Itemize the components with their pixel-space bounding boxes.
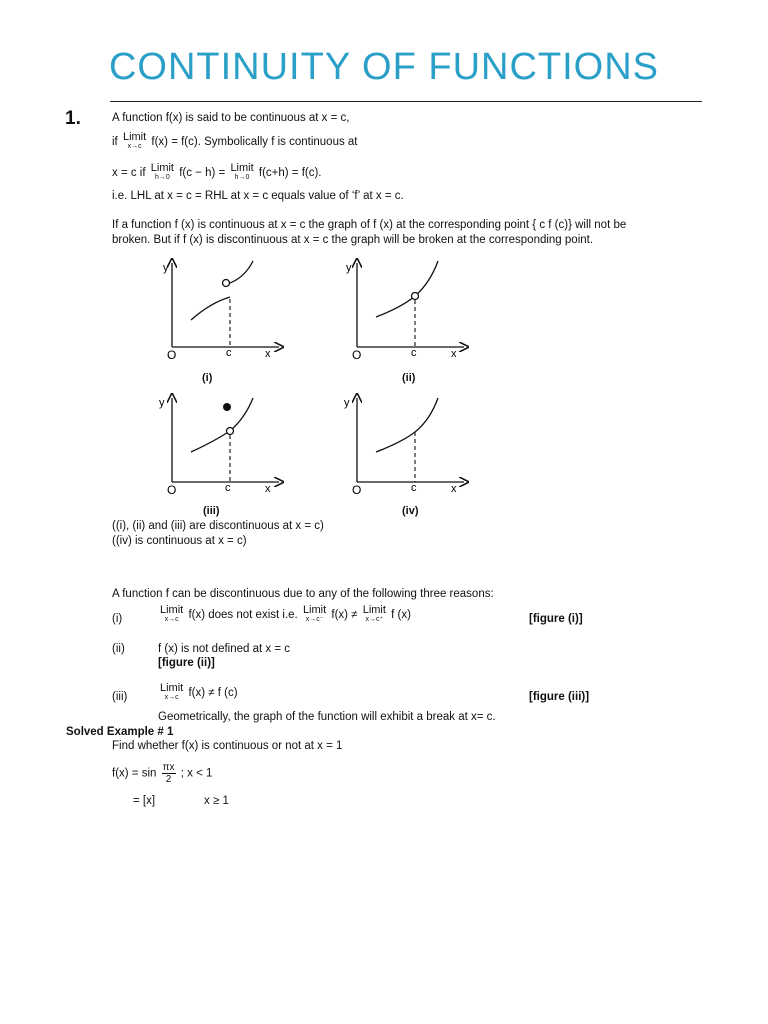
- page-title: CONTINUITY OF FUNCTIONS: [108, 46, 660, 88]
- origin-label: O: [352, 348, 362, 362]
- c-label: c: [225, 482, 231, 494]
- x-label: x: [451, 483, 457, 495]
- left-limit-notation: Limit h→0: [150, 162, 174, 181]
- figure-iv-graph: [340, 390, 475, 500]
- figure-ii-graph: [340, 255, 475, 365]
- figure-iii-graph: [155, 390, 290, 500]
- reasons-intro: A function f can be discontinuous due to any of the following three reasons:: [112, 588, 494, 600]
- example-case-2-condition: x ≥ 1: [204, 795, 229, 807]
- curve: [376, 261, 438, 317]
- reason-3-text: Limit x→c f(x) ≠ f (c): [160, 682, 238, 701]
- left-hand-limit: Limit x→c⁻: [302, 604, 327, 623]
- solved-example-heading: Solved Example # 1: [66, 726, 174, 738]
- graph-paragraph-line-1: If a function f (x) is continuous at x = c the graph of f (x) at the corresponding point { c f (c)} will not be: [112, 219, 627, 231]
- reason-1-label: (i): [112, 613, 123, 625]
- definition-line-1: A function f(x) is said to be continuous at x = c,: [112, 112, 350, 124]
- curve: [191, 398, 253, 452]
- reason-1-figure-ref: [figure (i)]: [529, 613, 583, 625]
- definition-line-2: [112, 133, 358, 151]
- y-label: y: [159, 397, 165, 409]
- c-label: c: [411, 482, 417, 494]
- fraction-pi-x-over-2: $\frac{\pi x}{2}$: [162, 762, 175, 785]
- limit-notation: Limit x→c: [160, 604, 184, 623]
- right-hand-limit: Limit x→c⁺: [362, 604, 386, 623]
- figure-i-caption: (i): [202, 372, 213, 384]
- definition-line-2-text: f(x) = f(c). Symbolically f is continuous at: [151, 136, 358, 149]
- left-branch-curve: [191, 297, 230, 320]
- figure-ii-caption: (ii): [402, 372, 416, 384]
- open-circle: [412, 293, 419, 300]
- x-label: x: [265, 348, 271, 360]
- reason-2-label: (ii): [112, 643, 125, 655]
- origin-label: O: [352, 483, 362, 497]
- x-label: x: [265, 483, 271, 495]
- continuous-curve: [376, 398, 438, 452]
- reason-3-figure-ref: [figure (iii)]: [529, 691, 590, 703]
- x-label: x: [451, 348, 457, 360]
- limit-notation: Limit x→c: [122, 131, 147, 150]
- reason-2-figure-ref: [figure (ii)]: [158, 657, 215, 669]
- reason-3-label: (iii): [112, 691, 128, 703]
- figure-iv-caption: (iv): [402, 505, 419, 517]
- y-label: y: [163, 262, 169, 274]
- figure-i-graph: [155, 255, 290, 365]
- open-circle: [227, 428, 234, 435]
- title-divider: [110, 101, 702, 102]
- example-question: Find whether f(x) is continuous or not at x = 1: [112, 740, 343, 752]
- graph-paragraph-line-2: broken. But if f (x) is discontinuous at x = c the graph will be broken at the corresponding point.: [112, 234, 594, 246]
- right-branch-curve: [230, 261, 253, 283]
- reason-1-text: Limit x→c f(x) does not exist i.e. Limit x→c⁻ f(x) ≠ Limit x→c⁺ f (x): [160, 604, 411, 623]
- figure-note-1: ((i), (ii) and (iii) are discontinuous at x = c): [112, 520, 324, 532]
- reason-2-text: f (x) is not defined at x = c: [158, 643, 290, 655]
- section-number: 1.: [65, 108, 81, 129]
- definition-line-3: x = c if Limit h→0 f(c − h) = Limit h→0 f(c+h) = f(c).: [112, 162, 322, 181]
- example-case-2: = [x]: [133, 795, 156, 807]
- filled-point: [223, 403, 231, 411]
- open-circle: [223, 280, 230, 287]
- limit-notation: Limit x→c: [160, 682, 184, 701]
- c-label: c: [411, 347, 417, 359]
- definition-if: if: [112, 136, 118, 149]
- geometric-note: Geometrically, the graph of the function will exhibit a break at x= c.: [158, 711, 496, 723]
- c-label: c: [226, 347, 232, 359]
- origin-label: O: [167, 348, 177, 362]
- y-label: y: [344, 397, 350, 409]
- definition-line-4: i.e. LHL at x = c = RHL at x = c equals value of ‘f’ at x = c.: [112, 190, 404, 202]
- right-limit-notation: Limit h→0: [230, 162, 254, 181]
- figure-note-2: ((iv) is continuous at x = c): [112, 535, 247, 547]
- figure-iii-caption: (iii): [203, 505, 220, 517]
- y-label: y: [346, 262, 352, 274]
- origin-label: O: [167, 483, 177, 497]
- example-case-1: f(x) = sin $\frac{\pi x}{2}$ ; x < 1: [112, 762, 213, 785]
